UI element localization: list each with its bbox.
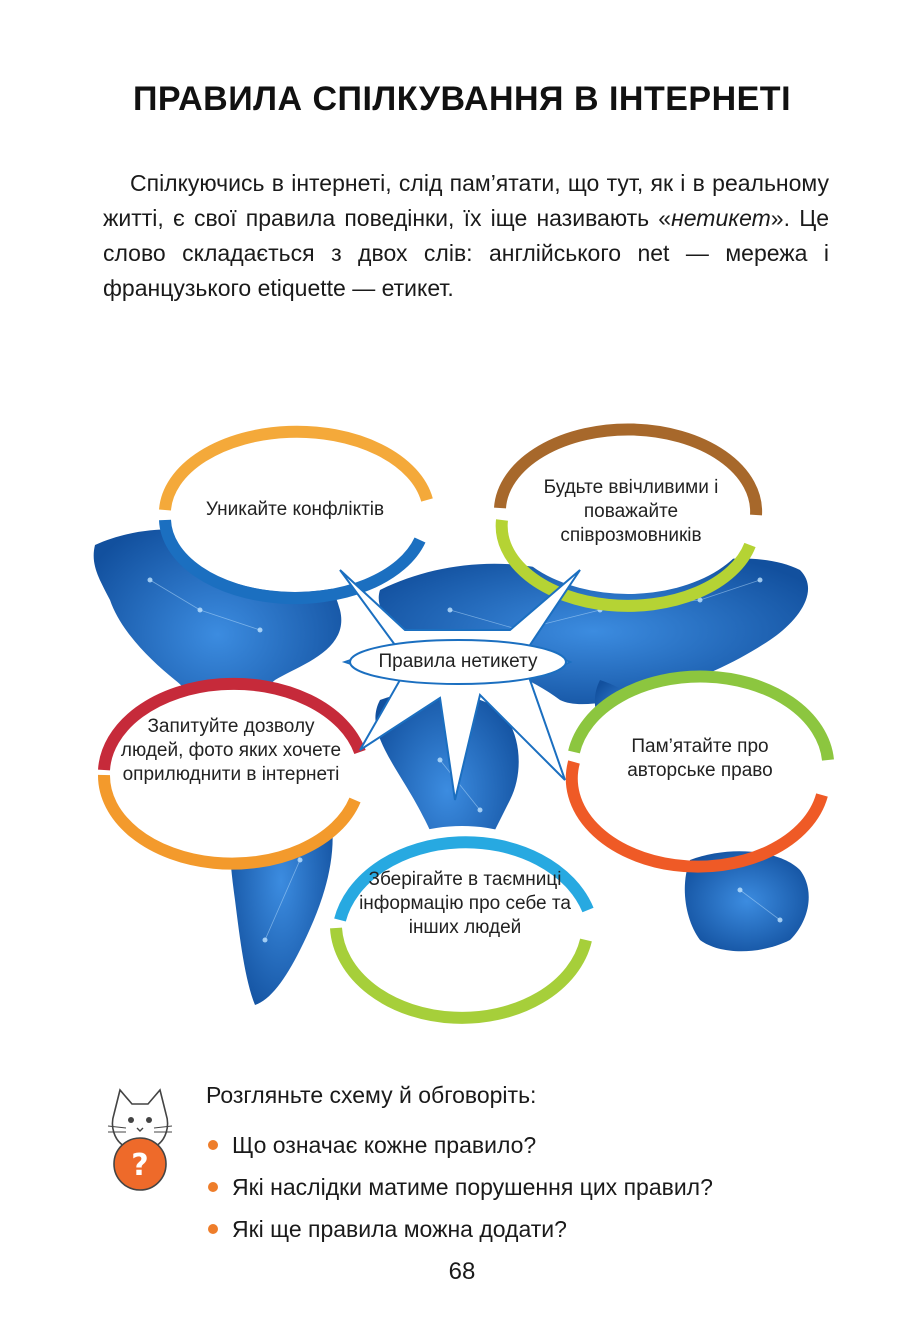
discussion-title: Розгляньте схему й обговоріть:	[206, 1082, 537, 1108]
intro-paragraph	[103, 166, 829, 306]
center-label: Правила нетикету	[378, 651, 538, 672]
intro-text-part2: ». Це слово складається з двох слів: англійського net — мережа і французького etiquette — етикет.	[103, 205, 829, 301]
rule-5-label: Зберігайте в таємниці інформацію про себе та інших людей	[359, 869, 571, 938]
diagram-graphic	[0, 380, 924, 1040]
list-item	[206, 1166, 713, 1208]
list-item	[206, 1208, 713, 1250]
rule-2-label: Будьте ввічливими і поважайте співрозмовників	[543, 477, 719, 546]
bullet-icon	[208, 1140, 218, 1150]
rule-3-label: Запитуйте дозволу людей, фото яких хочете оприлюднити в інтернеті	[120, 716, 342, 785]
bullet-icon	[208, 1224, 218, 1234]
intro-text-part1: Спілкуючись в інтернеті, слід пам’ятати, що тут, як і в реальному житті, є свої правила поведінки, їх іще називають «	[103, 170, 829, 231]
bullet-icon	[208, 1182, 218, 1192]
svg-text:?: ?	[131, 1148, 149, 1183]
netiquette-diagram	[0, 380, 924, 1040]
list-item	[206, 1124, 713, 1166]
rule-1-label: Уникайте конфліктів	[205, 499, 385, 520]
rule-4-label: Пам’ятайте про авторське право	[627, 736, 773, 781]
list-item-text: Які ще правила можна додати?	[232, 1216, 567, 1242]
page-title: ПРАВИЛА СПІЛКУВАННЯ В ІНТЕРНЕТІ	[132, 80, 792, 118]
cat-question-icon	[100, 1082, 180, 1192]
list-item-text: Які наслідки матиме порушення цих правил?	[232, 1174, 713, 1200]
page-number: 68	[448, 1258, 476, 1285]
list-item-text: Що означає кожне правило?	[232, 1132, 537, 1158]
discussion-list	[206, 1124, 713, 1250]
intro-term: нетикет	[671, 205, 771, 231]
